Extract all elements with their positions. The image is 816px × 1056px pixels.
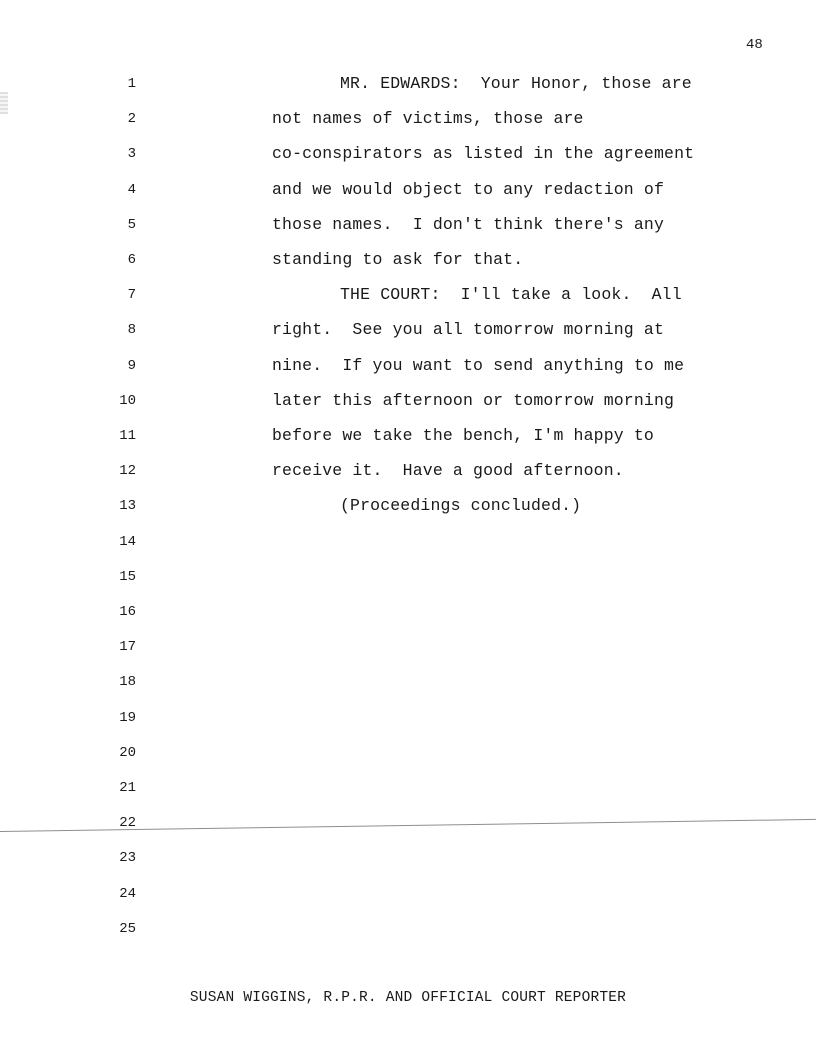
transcript-line [0,250,816,285]
line-number: 5 [127,216,136,233]
transcript-line [0,74,816,109]
line-number: 23 [119,850,136,867]
line-text: MR. EDWARDS: Your Honor, those are [340,74,692,93]
line-number: 11 [119,428,136,444]
line-text: standing to ask for that. [272,250,524,269]
line-number: 14 [119,533,136,550]
transcript-line [0,708,816,743]
line-number: 6 [127,252,136,268]
line-text: nine. If you want to send anything to me [272,355,685,375]
transcript-line [0,391,816,426]
line-text: before we take the bench, I'm happy to [272,426,654,445]
line-number: 20 [119,744,136,761]
line-number: 12 [119,463,136,480]
line-number: 19 [119,709,136,726]
transcript-line [0,144,816,179]
line-number: 15 [119,568,136,585]
transcript-line [0,637,816,672]
line-text: co-conspirators as listed in the agreement [272,144,695,164]
transcript-line [0,813,816,848]
line-number: 16 [119,604,136,620]
transcript-line [0,461,816,496]
transcript-line [0,356,816,391]
line-number: 8 [127,322,136,339]
line-number: 1 [127,76,136,92]
line-text: those names. I don't think there's any [272,214,665,234]
line-number: 24 [119,885,136,902]
line-number: 25 [119,920,136,937]
transcript-line [0,215,816,250]
transcript-line [0,567,816,602]
transcript-line [0,285,816,320]
line-number: 22 [119,815,136,832]
line-number: 21 [119,780,136,796]
transcript-line [0,743,816,778]
court-reporter-footer: SUSAN WIGGINS, R.P.R. AND OFFICIAL COURT REPORTER [189,990,627,1006]
transcript-line [0,180,816,215]
line-number: 4 [127,181,136,198]
page-number: 48 [746,37,763,53]
line-number: 7 [127,287,136,304]
line-text: later this afternoon or tomorrow morning [272,390,675,410]
line-text: not names of victims, those are [272,109,584,129]
transcript-line [0,848,816,883]
transcript-line [0,672,816,707]
transcript-line [0,532,816,567]
transcript-line [0,320,816,355]
transcript-line [0,884,816,919]
transcript-line [0,778,816,813]
line-number: 3 [127,146,136,163]
line-text: right. See you all tomorrow morning at [272,320,665,340]
transcript-line [0,602,816,637]
line-number: 2 [127,111,136,128]
line-number: 10 [119,392,136,409]
transcript-line [0,919,816,954]
line-number: 17 [119,639,136,656]
line-number: 9 [127,357,136,374]
line-text: THE COURT: I'll take a look. All [340,285,682,305]
line-text: and we would object to any redaction of [272,179,665,199]
transcript-line [0,496,816,531]
line-text: (Proceedings concluded.) [340,496,582,516]
transcript-line [0,426,816,461]
line-number: 18 [119,674,136,691]
line-number: 13 [119,498,136,515]
line-text: receive it. Have a good afternoon. [272,461,624,481]
transcript-line [0,109,816,144]
transcript-body [0,74,816,944]
